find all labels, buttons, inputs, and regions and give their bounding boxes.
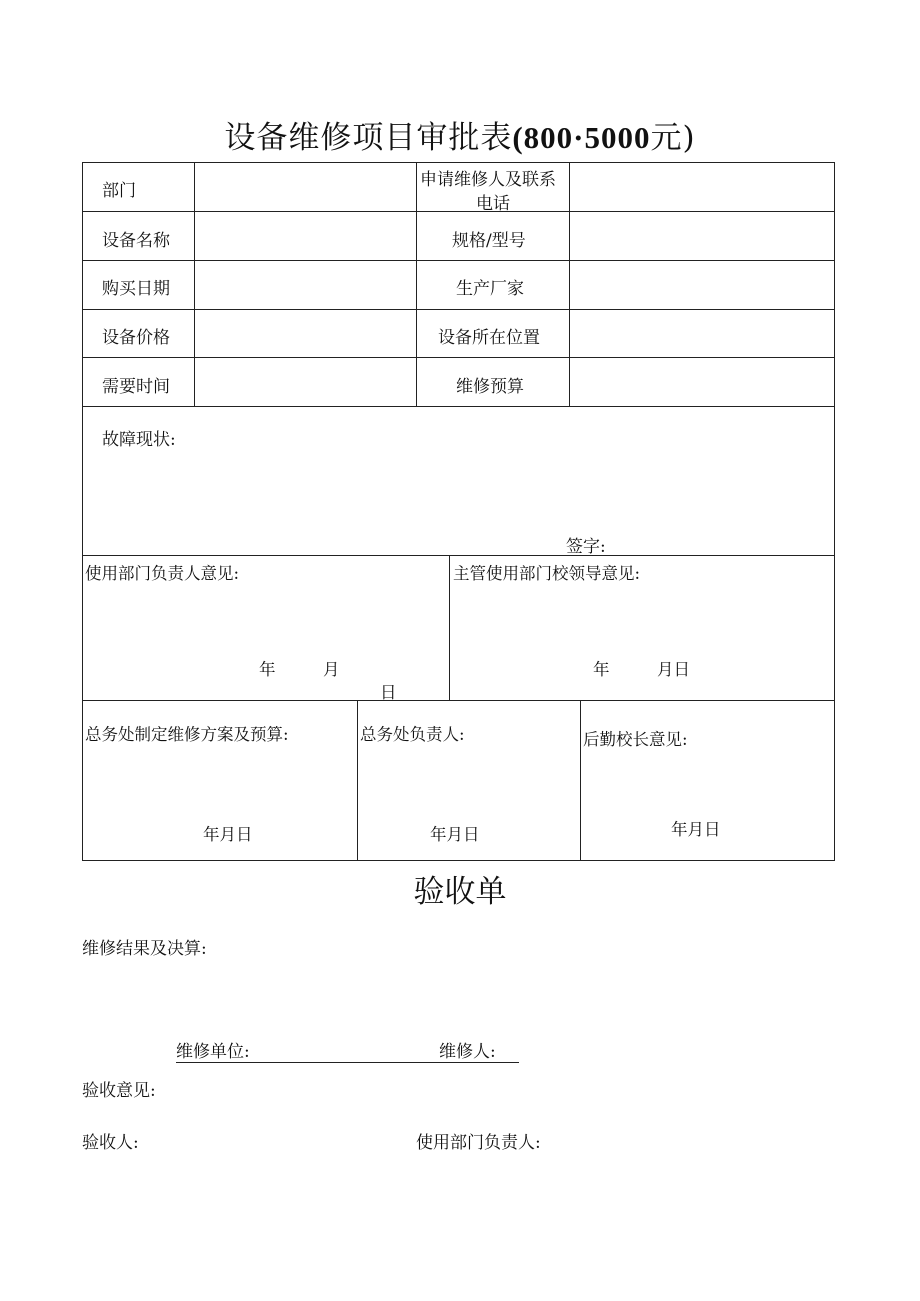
label-purchase-date: 购买日期 <box>102 279 170 299</box>
title-range: (800·5000 <box>512 120 651 155</box>
col-line <box>357 700 358 860</box>
date-ymd: 年月日 <box>671 820 721 839</box>
label-manufacturer: 生产厂家 <box>456 279 524 299</box>
label-spec-model: 规格/型号 <box>452 231 526 251</box>
label-leader-opinion: 主管使用部门校领导意见: <box>453 564 641 583</box>
label-repair-unit <box>176 1037 426 1063</box>
label-device-location: 设备所在位置 <box>438 328 540 348</box>
date-month: 月 <box>323 660 340 679</box>
date-day: 日 <box>380 683 397 702</box>
label-repair-person <box>426 1037 519 1063</box>
label-signature: 签字: <box>566 537 606 557</box>
row-line <box>82 700 834 701</box>
col-line <box>569 162 570 407</box>
date-year: 年 <box>593 660 610 679</box>
label-applicant-phone: 电话 <box>476 194 510 214</box>
col-line <box>449 555 450 701</box>
col-line <box>194 162 195 407</box>
page-title <box>0 112 920 157</box>
label-dept-head-opinion: 使用部门负责人意见: <box>85 564 240 583</box>
label-fault-status: 故障现状: <box>102 430 176 450</box>
label-required-time: 需要时间 <box>102 377 170 397</box>
title-unit: 元) <box>650 120 696 156</box>
label-general-affairs-head: 总务处负责人: <box>360 725 465 744</box>
label-device-price: 设备价格 <box>102 328 170 348</box>
title-main: 设备维修项目审批表 <box>224 120 513 156</box>
label-logistics-principal: 后勤校长意见: <box>583 730 688 749</box>
label-repair-result: 维修结果及决算: <box>82 939 207 959</box>
label-department: 部门 <box>102 181 136 201</box>
col-line <box>416 162 417 407</box>
acceptance-title: 验收单 <box>413 874 507 910</box>
repair-unit-text: 维修单位: <box>176 1042 250 1062</box>
label-acceptance-opinion: 验收意见: <box>82 1081 156 1101</box>
label-acceptor: 验收人: <box>82 1133 139 1153</box>
repair-person-text: 维修人: <box>439 1042 496 1062</box>
date-month-day: 月日 <box>657 660 690 679</box>
label-device-name: 设备名称 <box>102 231 170 251</box>
date-ymd: 年月日 <box>430 825 480 844</box>
label-applicant-contact: 申请维修人及联系 <box>420 170 556 190</box>
date-year: 年 <box>259 660 276 679</box>
date-ymd: 年月日 <box>203 825 253 844</box>
col-line <box>580 700 581 860</box>
label-plan-budget: 总务处制定维修方案及预算: <box>85 725 289 744</box>
label-repair-budget: 维修预算 <box>456 377 524 397</box>
label-dept-head: 使用部门负责人: <box>416 1133 541 1153</box>
row-line <box>82 555 834 556</box>
